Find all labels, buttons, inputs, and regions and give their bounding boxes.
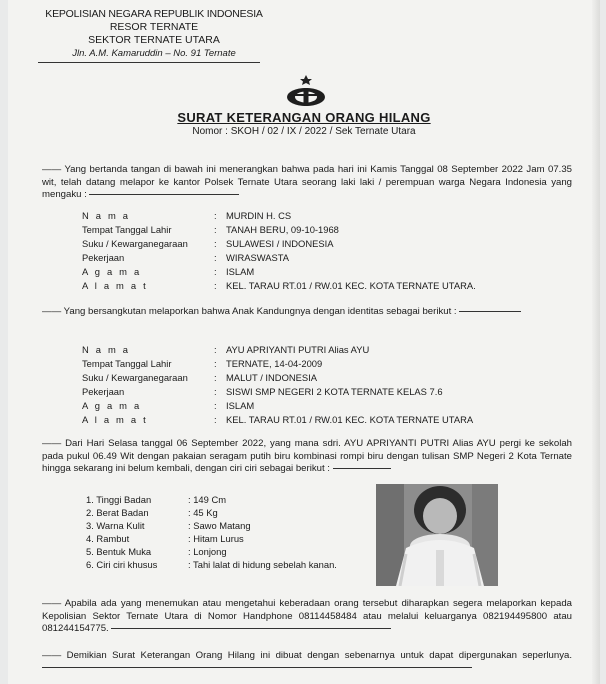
letterhead-address: Jln. A.M. Kamaruddin – No. 91 Ternate bbox=[72, 48, 236, 59]
missing-person-row: A l a m a t : KEL. TARAU RT.01 / RW.01 KEC. KOTA TERNATE UTARA bbox=[82, 414, 474, 425]
physical-trait-row: 2. Berat Badan : 45 Kg bbox=[86, 507, 218, 518]
reporter-row: Tempat Tanggal Lahir : TANAH BERU, 09-10-1968 bbox=[82, 224, 339, 235]
police-emblem-icon bbox=[282, 74, 330, 108]
letterhead-institution: KEPOLISIAN NEGARA REPUBLIK INDONESIA bbox=[45, 8, 263, 20]
intro-paragraph: —— Yang bertanda tangan di bawah ini menerangkan bahwa pada hari ini Kamis Tanggal 08 September 2022 Jam 07.35 wit, telah datang melapor ke kantor Polsek Ternate Utara seorang laki laki / perempuan warga Negara Indonesia yang mengaku : bbox=[42, 164, 572, 200]
missing-person-row: Suku / Kewarganegaraan : MALUT / INDONESIA bbox=[82, 372, 317, 383]
letterhead-divider bbox=[38, 62, 260, 63]
page-edge bbox=[592, 0, 600, 684]
letterhead-sector: SEKTOR TERNATE UTARA bbox=[88, 34, 220, 46]
physical-trait-row: 5. Bentuk Muka : Lonjong bbox=[86, 546, 227, 557]
document-page bbox=[8, 0, 600, 684]
missing-person-row: Pekerjaan : SISWI SMP NEGERI 2 KOTA TERNATE KELAS 7.6 bbox=[82, 386, 443, 397]
physical-trait-row: 6. Ciri ciri khusus : Tahi lalat di hidung sebelah kanan. bbox=[86, 559, 337, 570]
letter-title: SURAT KETERANGAN ORANG HILANG bbox=[177, 110, 431, 125]
missing-person-row: A g a m a : ISLAM bbox=[82, 400, 255, 411]
reporter-row: A l a m a t : KEL. TARAU RT.01 / RW.01 KEC. KOTA TERNATE UTARA. bbox=[82, 280, 476, 291]
reporter-row: Pekerjaan : WIRASWASTA bbox=[82, 252, 290, 263]
circumstance-paragraph: —— Dari Hari Selasa tanggal 06 September 2022, yang mana sdri. AYU APRIYANTI PUTRI Alias AYU pergi ke sekolah pada pukul 06.49 Wit dengan pakaian seragam putih biru kombinasi rompi biru dengan tulisan SMP Negeri 2 Kota Ternate hingga sekarang ini belum kembali, dengan ciri ciri sebagai berikut : bbox=[42, 438, 572, 474]
letterhead bbox=[34, 8, 274, 60]
reported-paragraph: —— Yang bersangkutan melaporkan bahwa Anak Kandungnya dengan identitas sebagai berikut : bbox=[42, 306, 572, 319]
missing-person-row: Tempat Tanggal Lahir : TERNATE, 14-04-2009 bbox=[82, 358, 323, 369]
contact-paragraph: —— Apabila ada yang menemukan atau mengetahui keberadaan orang tersebut diharapkan segera melaporkan kepada Kepolisian Sektor Ternate Utara di Nomor Handphone 08114458484 atau melalui keluarganya 082194495800 atau 081244154775. bbox=[42, 598, 572, 634]
missing-person-photo bbox=[376, 484, 498, 586]
letter-number: Nomor : SKOH / 02 / IX / 2022 / Sek Ternate Utara bbox=[192, 126, 416, 137]
letterhead-resort: RESOR TERNATE bbox=[109, 21, 199, 33]
physical-trait-row: 4. Rambut : Hitam Lurus bbox=[86, 533, 244, 544]
physical-trait-row: 3. Warna Kulit : Sawo Matang bbox=[86, 520, 251, 531]
reporter-row: Suku / Kewarganegaraan : SULAWESI / INDONESIA bbox=[82, 238, 334, 249]
physical-trait-row: 1. Tinggi Badan : 149 Cm bbox=[86, 494, 227, 505]
reporter-row: N a m a : MURDIN H. CS bbox=[82, 210, 292, 221]
reporter-row: A g a m a : ISLAM bbox=[82, 266, 255, 277]
closing-paragraph: —— Demikian Surat Keterangan Orang Hilang ini dibuat dengan sebenarnya untuk dapat dipergunakan seperlunya. bbox=[42, 650, 572, 675]
missing-person-row: N a m a : AYU APRIYANTI PUTRI Alias AYU bbox=[82, 344, 370, 355]
